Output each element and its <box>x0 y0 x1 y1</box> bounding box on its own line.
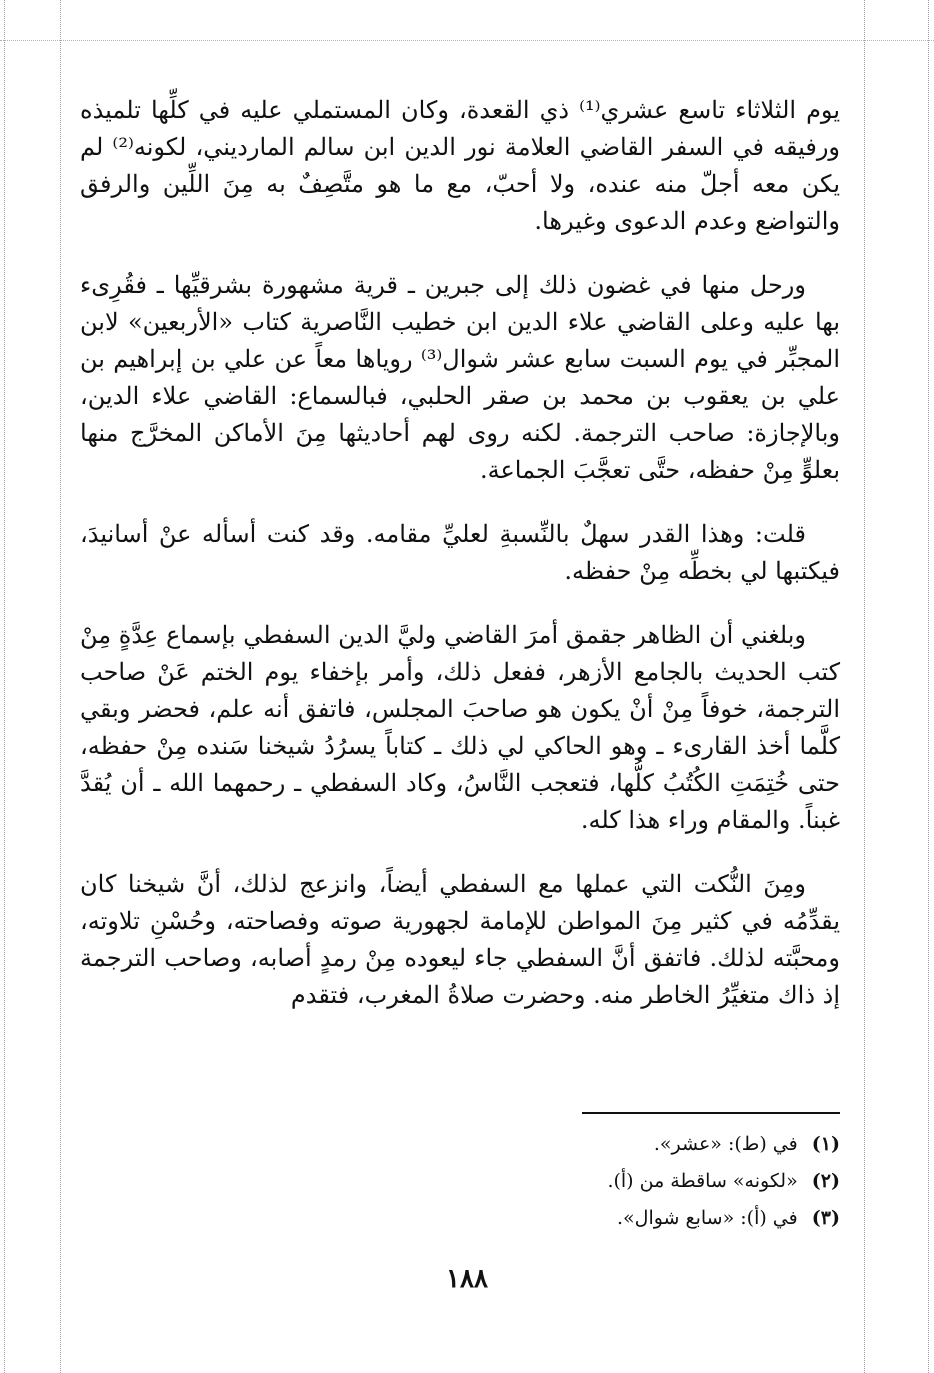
footnote-text: «لكونه» ساقطة من (أ). <box>607 1170 798 1192</box>
footnote-text: في (أ): «سابع شوال». <box>616 1207 798 1229</box>
footnote-divider <box>582 1112 840 1114</box>
footnote-text: في (ط): «عشر». <box>653 1133 798 1155</box>
footnote <box>420 1126 840 1163</box>
footnote-number: (٣) <box>811 1207 840 1229</box>
footnotes <box>420 1126 840 1237</box>
footnote-number: (٢) <box>811 1170 840 1192</box>
page-number: ١٨٨ <box>446 1264 488 1294</box>
paragraph: قلت: وهذا القدر سهلٌ بالنِّسبةِ لعليِّ مقامه. وقد كنت أسأله عنْ أسانيدَ، فيكتبها لي بخطِّه مِنْ حفظه. <box>80 520 840 585</box>
footnote <box>420 1163 840 1200</box>
scan-guide-line <box>4 0 5 1373</box>
paragraph: ومِنَ النُّكت التي عملها مع السفطي أيضاً، وانزعج لذلك، أنَّ شيخنا كان يقدِّمُه في كثير مِنَ المواطن للإمامة لجهورية صوته وفصاحته، وحُسْنِ تلاوته، ومحبَّته لذلك. فاتفق أنَّ السفطي جاء ليعوده مِنْ رمدٍ أصابه، وصاحب الترجمة إذ ذاك متغيِّرُ الخاطر منه. وحضرت صلاةُ المغرب، فتقدم <box>80 870 841 1009</box>
paragraph: وبلغني أن الظاهر جقمق أمرَ القاضي وليَّ الدين السفطي بإسماع عِدَّةٍ مِنْ كتب الحديث بالجامع الأزهر، ففعل ذلك، وأمر بإخفاء يوم الختم عَنْ صاحب الترجمة، خوفاً مِنْ أنْ يكون هو صاحبَ المجلس، فاتفق أنه علم، فحضر وبقي كلَّما أخذ القارىء ـ وهو الحاكي لي ذلك ـ كتاباً يسرُدُ شيخنا سَنده مِنْ حفظه، حتى خُتِمَتِ الكُتُبُ كلُّها، فتعجب النَّاسُ، وكاد السفطي ـ رحمهما الله ـ أن يُقدَّ غبناً. والمقام وراء هذا كله. <box>80 621 840 834</box>
paragraph: يوم الثلاثاء تاسع عشري⁽¹⁾ ذي القعدة، وكان المستملي عليه في كلِّها تلميذه ورفيقه في السفر القاضي العلامة نور الدين ابن سالم الماردیني، لكونه⁽²⁾ لم يكن معه أجلّ منه عنده، ولا أحبّ، مع ما هو متَّصِفٌ به مِنَ اللِّين والرفق والتواضع وعدم الدعوى وغيرها. <box>80 96 841 235</box>
scan-guide-line <box>864 0 865 1373</box>
footnote <box>420 1200 840 1237</box>
main-text <box>80 92 840 1041</box>
scan-guide-line <box>0 40 934 41</box>
paragraph: ورحل منها في غضون ذلك إلى جبرين ـ قرية مشهورة بشرقيِّها ـ فقُرِىء بها عليه وعلى القاضي علاء الدين ابن خطيب النَّاصرية كتاب «الأربعين» لابن المجبِّر في يوم السبت سابع عشر شوال⁽³⁾ روياها معاً عن علي بن إبراهيم بن علي بن يعقوب بن محمد بن صقر الحلبي، فبالسماع: القاضي علاء الدين، وبالإجازة: صاحب الترجمة. لكنه روى لهم أحاديثها مِنَ الأماكن المخرَّج منها بعلوٍّ مِنْ حفظه، حتَّى تعجَّبَ الجماعة. <box>80 271 840 484</box>
footnote-number: (١) <box>811 1133 840 1155</box>
scan-guide-line <box>928 0 929 1373</box>
scan-guide-line <box>60 0 61 1373</box>
